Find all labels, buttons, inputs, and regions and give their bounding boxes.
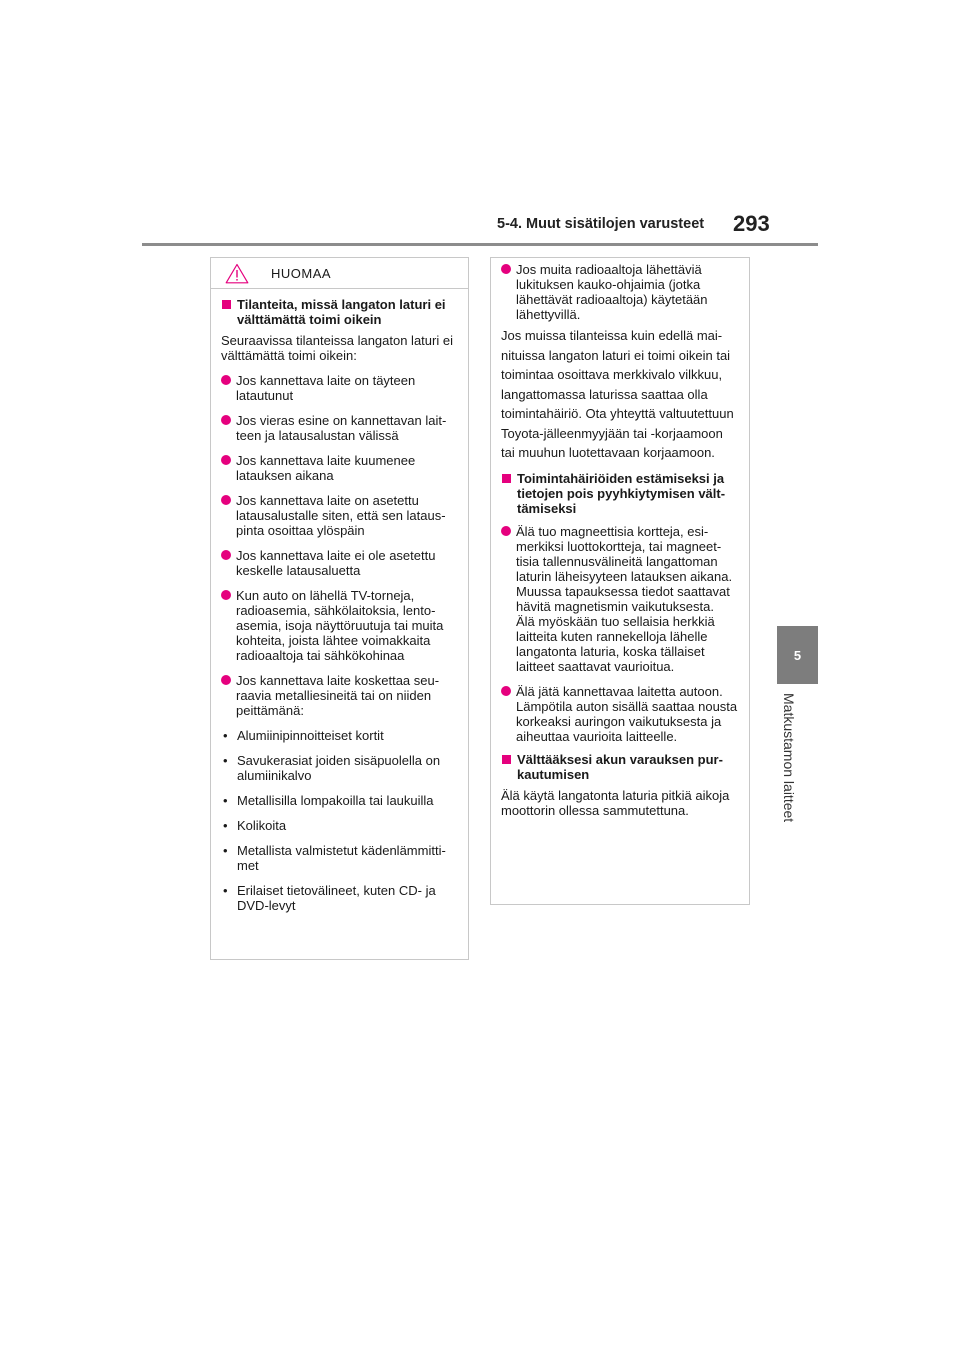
circle-bullet-icon (221, 495, 231, 505)
paragraph: Seuraavissa tilanteissa langaton laturi ei välttämättä toimi oikein: (221, 333, 453, 363)
list-item (221, 548, 458, 578)
sub-list-item (221, 753, 458, 783)
sub-list-item-text: Alumiinipinnoitteiset kortit (237, 728, 384, 743)
warning-triangle-icon (225, 263, 249, 284)
list-item (501, 262, 739, 322)
sub-list-item-text: Metallisilla lompakoilla tai laukuilla (237, 793, 434, 808)
sub-list-item-text: Kolikoita (237, 818, 287, 833)
sub-list-item (221, 843, 458, 873)
sub-list-item (221, 728, 458, 743)
notice-box-left (210, 257, 469, 960)
list-item-text (516, 524, 739, 674)
list-item-text: Jos vieras esine on kannettavan laitteen ja latausalustan välissä (236, 413, 447, 443)
circle-bullet-icon (501, 526, 511, 536)
circle-bullet-icon (221, 455, 231, 465)
notice-title: HUOMAA (271, 265, 332, 281)
list-item (501, 524, 739, 674)
section-heading (221, 297, 458, 327)
section-title-text: Välttääksesi akun varauksen purkautumisen (517, 751, 723, 782)
list-item-text: Älä jätä kannettavaa laitetta autoon. Lämpötila auton sisällä saattaa nousta korkeaksi auringon vaikutuksesta ja aiheuttaa vaurioita laitteelle. (516, 683, 738, 744)
square-bullet-icon (502, 755, 511, 764)
notice-box-right (490, 257, 750, 905)
circle-bullet-icon (221, 590, 231, 600)
notice-header (211, 258, 468, 289)
sub-bullet-marker: • (223, 793, 228, 808)
list-item-text: Jos kannettava laite kuumenee latauksen aikana (236, 453, 416, 483)
sub-bullet-marker: • (223, 818, 228, 833)
circle-bullet-icon (501, 264, 511, 274)
list-item-text: Jos muita radioaaltoja lähettäviä lukituksen kauko-ohjaimia (jotka lähettävät radioaaltoja) käytetään lähettyvillä. (516, 262, 708, 322)
list-item (221, 588, 458, 663)
sub-bullet-marker: • (223, 843, 228, 858)
sub-bullet-marker: • (223, 753, 228, 768)
circle-bullet-icon (221, 675, 231, 685)
sub-list-item (221, 818, 458, 833)
circle-bullet-icon (221, 415, 231, 425)
list-item-text-part: Älä tuo magneettisia kortteja, esimerkiksi luottokortteja, tai magneettisia tallennusvälineitä langattoman laturin läheisyyteen latauksen aikana. Muussa tapauksessa tiedot saattavat hävitä magnetismin vaikutuksesta. (516, 523, 733, 614)
header-section-title: 5-4. Muut sisätilojen varusteet (497, 216, 705, 232)
list-item (221, 493, 458, 538)
list-item-text: Kun auto on lähellä TV-torneja, radioasemia, sähkölaitoksia, lentoasemia, isoja näyttöruutuja tai muita kohteita, joista lähtee voimakkaita radioaaltoja tai sähkökohinaa (236, 588, 444, 663)
section-title-text: Toimintahäiriöiden estämiseksi ja tietojen pois pyyhkiytymisen välttämiseksi (517, 470, 726, 516)
list-item (221, 673, 458, 718)
list-item-text: Jos kannettava laite on asetettu latausalustalle siten, että sen latauspinta osoittaa ylöspäin (236, 493, 446, 538)
sub-bullet-marker: • (223, 883, 228, 898)
circle-bullet-icon (221, 550, 231, 560)
section-heading (501, 752, 739, 782)
list-item-text: Jos kannettava laite ei ole asetettu keskelle latausaluetta (236, 548, 436, 578)
sub-bullet-marker: • (223, 728, 228, 743)
sub-list-item-text: Erilaiset tietovälineet, kuten CD- ja DVD-levyt (237, 883, 436, 913)
square-bullet-icon (222, 300, 231, 309)
paragraph: Jos muissa tilanteissa kuin edellä mainituissa langaton laturi ei toimi oikein tai toimintaa osoittava merkkivalo vilkkuu, langattomassa laturissa saattaa olla toimintahäiriö. Ota yhteyttä valtuutettuun Toyota-jälleenmyyjään tai -korjaamoon tai muuhun luotettavaan korjaamoon. (501, 328, 734, 460)
list-item (501, 684, 739, 744)
chapter-tab (777, 626, 818, 684)
circle-bullet-icon (221, 375, 231, 385)
sub-list-item (221, 883, 458, 913)
list-item (221, 413, 458, 443)
list-item-text: Jos kannettava laite on täyteen latautunut (236, 373, 416, 403)
chapter-label: Matkustamon laitteet (781, 693, 797, 823)
paragraph: Älä käytä langatonta laturia pitkiä aikoja moottorin ollessa sammutettuna. (501, 787, 730, 818)
sub-list-item (221, 793, 458, 808)
chapter-number: 5 (793, 647, 802, 663)
list-item (221, 453, 458, 483)
list-item-text-part: Älä myöskään tuo sellaisia herkkiä laitteita kuten rannekelloja lähelle langatonta laturia, koska tällaiset laitteet saattavat vaurioitua. (516, 613, 715, 674)
square-bullet-icon (502, 474, 511, 483)
page-number: 293 (733, 211, 770, 236)
list-item (221, 373, 458, 403)
list-item-text: Jos kannettava laite koskettaa seuraavia metalliesineitä tai on niiden peittämänä: (236, 673, 440, 718)
circle-bullet-icon (501, 686, 511, 696)
header-rule (142, 243, 818, 246)
section-heading (501, 471, 739, 516)
sub-list-item-text: Metallista valmistetut kädenlämmittimet (237, 843, 446, 873)
section-title-text: Tilanteita, missä langaton laturi ei välttämättä toimi oikein (237, 297, 446, 327)
sub-list-item-text: Savukerasiat joiden sisäpuolella on alumiinikalvo (237, 753, 441, 783)
